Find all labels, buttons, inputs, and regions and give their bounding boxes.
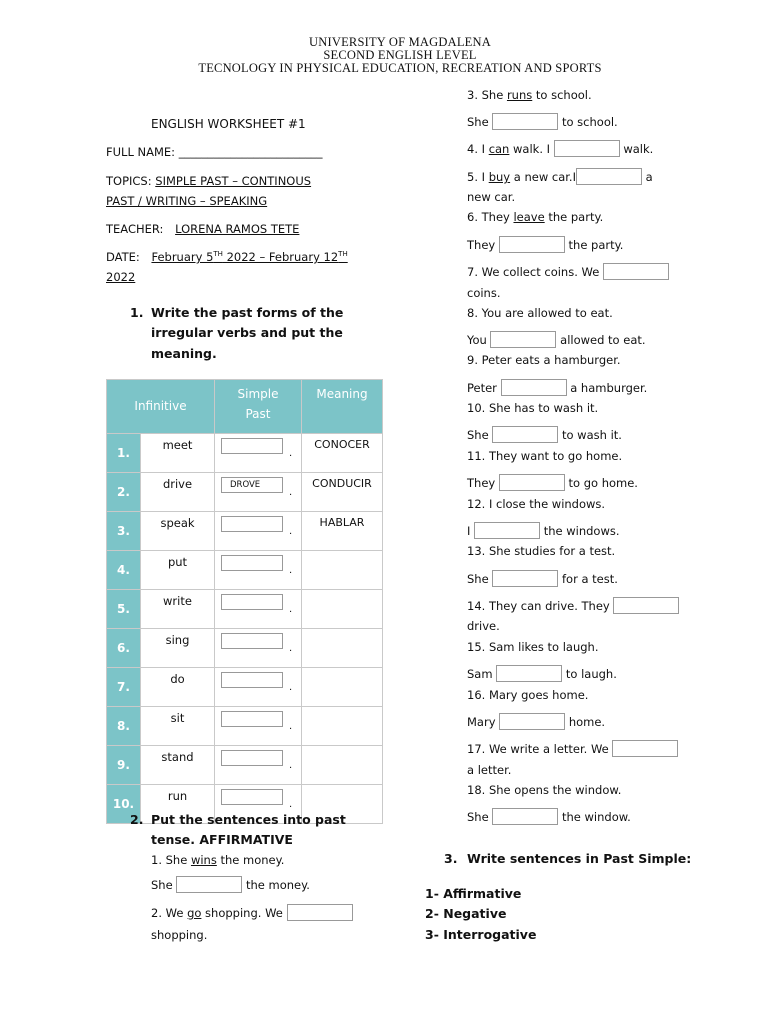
- past-input[interactable]: [221, 672, 283, 688]
- meaning-cell[interactable]: [302, 746, 383, 785]
- university-title: UNIVERSITY OF MAGDALENA: [309, 35, 491, 49]
- section1-line1: Write the past forms of the: [151, 305, 344, 320]
- row-number: 9.: [107, 746, 141, 785]
- past-input[interactable]: [221, 516, 283, 532]
- ex8-prompt: 8. You are allowed to eat.: [467, 306, 613, 320]
- meaning-cell[interactable]: [302, 707, 383, 746]
- ex15-answer: Sam to laugh.: [467, 667, 617, 681]
- row-number: 4.: [107, 551, 141, 590]
- ex5-prompt: 5. I buy a new car.I a: [467, 170, 653, 184]
- answer-box[interactable]: [554, 140, 620, 157]
- ex17-prompt: 17. We write a letter. We: [467, 740, 678, 757]
- ex13-prompt: 13. She studies for a test.: [467, 544, 616, 558]
- section2-number: 2.: [130, 812, 144, 827]
- verb-cell: do: [141, 668, 215, 707]
- meaning-cell[interactable]: [302, 629, 383, 668]
- answer-box[interactable]: [576, 168, 642, 185]
- ex18-answer: She the window.: [467, 810, 631, 824]
- row-number: 3.: [107, 512, 141, 551]
- past-cell: DROVE .: [215, 473, 302, 512]
- ex10-answer: She to wash it.: [467, 428, 622, 442]
- full-name-blank[interactable]: _________________________: [178, 145, 323, 159]
- program-title: TECNOLOGY IN PHYSICAL EDUCATION, RECREATION AND SPORTS: [198, 61, 602, 75]
- meaning-cell[interactable]: CONOCER: [302, 434, 383, 473]
- table-row: [107, 434, 383, 473]
- ex15-prompt: 15. Sam likes to laugh.: [467, 640, 599, 654]
- ex6-answer: They the party.: [467, 238, 624, 252]
- past-input[interactable]: [221, 789, 283, 805]
- verb-cell: speak: [141, 512, 215, 551]
- past-input[interactable]: [221, 555, 283, 571]
- past-input[interactable]: [221, 750, 283, 766]
- verb-cell: stand: [141, 746, 215, 785]
- ex14-continuation: drive.: [467, 619, 500, 633]
- past-input[interactable]: [221, 438, 283, 454]
- section1-line3: meaning.: [151, 346, 217, 361]
- section2-line2: tense. AFFIRMATIVE: [151, 832, 293, 847]
- ex13-answer: She for a test.: [467, 572, 618, 586]
- answer-box[interactable]: [499, 713, 565, 730]
- meaning-cell[interactable]: CONDUCIR: [302, 473, 383, 512]
- ex1-prompt: 1. She wins the money.: [151, 853, 285, 867]
- verb-cell: write: [141, 590, 215, 629]
- full-name-row: [106, 145, 322, 159]
- meaning-cell[interactable]: HABLAR: [302, 512, 383, 551]
- ex16-prompt: 16. Mary goes home.: [467, 688, 589, 702]
- row-number: 2.: [107, 473, 141, 512]
- answer-box[interactable]: [492, 808, 558, 825]
- teacher-name: LORENA RAMOS TETE: [175, 222, 300, 236]
- header-infinitive: Infinitive: [107, 380, 215, 434]
- verb-cell: drive: [141, 473, 215, 512]
- section3-item-negative: 2- Negative: [425, 906, 507, 921]
- past-input[interactable]: [221, 594, 283, 610]
- topics-line1: SIMPLE PAST – CONTINOUS: [155, 174, 312, 188]
- past-cell: .: [215, 434, 302, 473]
- section3-item-affirmative: 1- Affirmative: [425, 886, 522, 901]
- ex11-answer: They to go home.: [467, 476, 638, 490]
- row-number: 10.: [107, 785, 141, 824]
- topics-row: [106, 174, 311, 188]
- date-label: DATE:: [106, 250, 140, 264]
- past-cell: .: [215, 590, 302, 629]
- ex9-answer: Peter a hamburger.: [467, 381, 648, 395]
- answer-box[interactable]: [287, 904, 353, 921]
- verb-cell: sit: [141, 707, 215, 746]
- header-meaning: Meaning: [302, 380, 383, 434]
- teacher-row: [106, 222, 299, 236]
- ex12-answer: I the windows.: [467, 524, 620, 538]
- past-input[interactable]: [221, 711, 283, 727]
- answer-box[interactable]: [474, 522, 540, 539]
- past-cell: .: [215, 746, 302, 785]
- table-row: [107, 551, 383, 590]
- verb-cell: sing: [141, 629, 215, 668]
- header-simple-past: Simple Past: [215, 380, 302, 434]
- meaning-cell[interactable]: [302, 668, 383, 707]
- worksheet-title: ENGLISH WORKSHEET #1: [151, 117, 306, 131]
- ex7-prompt: 7. We collect coins. We: [467, 263, 669, 280]
- section1-line2: irregular verbs and put the: [151, 325, 343, 340]
- ex10-prompt: 10. She has to wash it.: [467, 401, 599, 415]
- past-input[interactable]: [221, 633, 283, 649]
- section1-number: 1.: [130, 305, 144, 320]
- full-name-label: FULL NAME:: [106, 145, 176, 159]
- answer-box[interactable]: [612, 740, 678, 757]
- ex8-answer: You allowed to eat.: [467, 333, 646, 347]
- verbs-table: [106, 379, 383, 824]
- verb-cell: meet: [141, 434, 215, 473]
- table-row: [107, 707, 383, 746]
- answer-box[interactable]: [492, 570, 558, 587]
- ex7-continuation: coins.: [467, 286, 501, 300]
- ex16-answer: Mary home.: [467, 715, 606, 729]
- ex5-continuation: new car.: [467, 190, 516, 204]
- row-number: 6.: [107, 629, 141, 668]
- date-year: 2022: [106, 270, 136, 284]
- ex17-continuation: a letter.: [467, 763, 512, 777]
- answer-box[interactable]: [499, 236, 565, 253]
- ex9-prompt: 9. Peter eats a hamburger.: [467, 353, 621, 367]
- teacher-label: TEACHER:: [106, 222, 164, 236]
- ex18-prompt: 18. She opens the window.: [467, 783, 622, 797]
- section3-title: Write sentences in Past Simple:: [467, 851, 692, 866]
- answer-box[interactable]: [501, 379, 567, 396]
- section3-item-interrogative: 3- Interrogative: [425, 927, 537, 942]
- answer-box[interactable]: [176, 876, 242, 893]
- level-title: SECOND ENGLISH LEVEL: [323, 48, 477, 62]
- table-row: [107, 512, 383, 551]
- row-number: 1.: [107, 434, 141, 473]
- section2-line1: Put the sentences into past: [151, 812, 346, 827]
- ex11-prompt: 11. They want to go home.: [467, 449, 623, 463]
- verb-cell: put: [141, 551, 215, 590]
- past-cell: .: [215, 629, 302, 668]
- ex3-prompt: 3. She runs to school.: [467, 88, 592, 102]
- verb-cell: run: [141, 785, 215, 824]
- date-row: [106, 250, 348, 264]
- answer-box[interactable]: [499, 474, 565, 491]
- row-number: 8.: [107, 707, 141, 746]
- answer-box[interactable]: [490, 331, 556, 348]
- past-cell: .: [215, 785, 302, 824]
- table-row: [107, 473, 383, 512]
- meaning-cell[interactable]: [302, 551, 383, 590]
- answer-box[interactable]: [492, 113, 558, 130]
- date-value: February 5TH 2022 – February 12TH: [151, 250, 348, 264]
- ex2-prompt: 2. We go shopping. We: [151, 904, 353, 921]
- past-cell: .: [215, 707, 302, 746]
- ex3-answer: She to school.: [467, 115, 618, 129]
- past-cell: .: [215, 668, 302, 707]
- meaning-cell[interactable]: [302, 590, 383, 629]
- row-number: 5.: [107, 590, 141, 629]
- answer-box[interactable]: [603, 263, 669, 280]
- ex4-prompt: 4. I can walk. I walk.: [467, 142, 654, 156]
- ex14-prompt: 14. They can drive. They: [467, 597, 679, 614]
- table-row: [107, 668, 383, 707]
- ex1-answer: She the money.: [151, 878, 310, 892]
- ex2-answer: shopping.: [151, 928, 208, 942]
- topics-label: TOPICS:: [106, 174, 152, 188]
- answer-box[interactable]: [496, 665, 562, 682]
- section3-number: 3.: [444, 851, 458, 866]
- table-row: [107, 629, 383, 668]
- ex12-prompt: 12. I close the windows.: [467, 497, 606, 511]
- topics-line2: PAST / WRITING – SPEAKING: [106, 194, 268, 208]
- table-row: [107, 590, 383, 629]
- answer-box[interactable]: [492, 426, 558, 443]
- past-cell: .: [215, 551, 302, 590]
- table-header-row: [107, 380, 383, 434]
- row-number: 7.: [107, 668, 141, 707]
- past-input[interactable]: DROVE: [221, 477, 283, 493]
- table-row: [107, 746, 383, 785]
- ex6-prompt: 6. They leave the party.: [467, 210, 604, 224]
- answer-box[interactable]: [613, 597, 679, 614]
- past-cell: .: [215, 512, 302, 551]
